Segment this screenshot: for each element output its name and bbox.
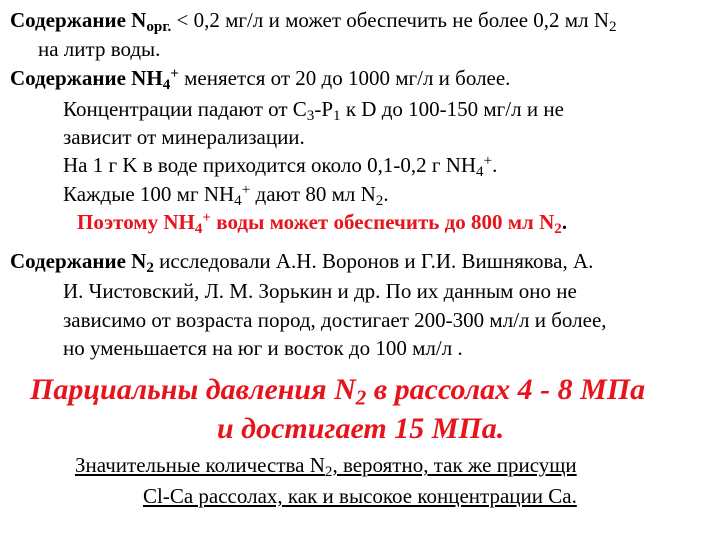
p3-line2: И. Чистовский, Л. М. Зорькин и др. По их данным оно не <box>63 279 577 303</box>
text-part: , вероятно, так же присущи <box>332 453 577 477</box>
text-part: к D до 100-150 мг/л и не <box>340 97 564 121</box>
subscript: орг. <box>146 19 172 36</box>
p3-line1-text: исследовали А.Н. Воронов и Г.И. Вишнякова, А. <box>153 249 594 273</box>
p1-line1 <box>10 8 617 36</box>
text-part: . <box>561 210 568 234</box>
p3-bold-lead: Содержание N <box>10 249 147 273</box>
p2-line4 <box>63 153 498 181</box>
text-part: На 1 г K в воде приходится около 0,1-0,2 г NH <box>63 153 477 177</box>
p2-bold-lead: Содержание NH <box>10 66 163 90</box>
p1-bold-lead: Содержание N <box>10 8 147 32</box>
subscript: 2 <box>375 193 384 210</box>
subscript: 1 <box>333 108 341 125</box>
superscript: + <box>170 66 179 83</box>
subscript: 2 <box>355 385 367 410</box>
text-part: -P <box>314 97 334 121</box>
text-part: . <box>383 182 389 206</box>
subscript: 2 <box>324 464 333 481</box>
p2-line5 <box>63 182 389 210</box>
p2-line3: зависит от минерализации. <box>63 125 305 149</box>
subscript: 4 <box>234 193 242 210</box>
subscript: 3 <box>306 108 315 125</box>
superscript: + <box>483 153 493 170</box>
subscript: 2 <box>554 221 562 238</box>
text-part: Поэтому NH <box>77 210 195 234</box>
p3-line4: но уменьшается на юг и восток до 100 мл/л . <box>63 336 463 360</box>
superscript: + <box>241 182 251 199</box>
subscript: 4 <box>162 77 171 94</box>
p3-line1 <box>10 249 594 277</box>
p2-line1-text: меняется от 20 до 1000 мг/л и более. <box>178 66 511 90</box>
headline-line2: и достигает 15 МПа. <box>217 412 505 445</box>
text-part: воды может обеспечить до 800 мл N <box>211 210 555 234</box>
p2-line1 <box>10 66 511 94</box>
footer-line2: Cl-Ca рассолах, как и высокое концентрации Ca. <box>143 484 577 508</box>
text-part: Парциальны давления N <box>30 373 356 406</box>
text-part: в рассолах 4 - 8 МПа <box>366 373 646 406</box>
superscript: + <box>202 210 212 227</box>
subscript: 2 <box>609 19 617 36</box>
p2-conclusion <box>77 210 568 238</box>
p2-line2 <box>63 97 564 125</box>
p1-line1-text: < 0,2 мг/л и может обеспечить не более 0,2 мл N <box>171 8 609 32</box>
text-part: Каждые 100 мг NH <box>63 182 235 206</box>
text-part: дают 80 мл N <box>250 182 376 206</box>
text-part: Концентрации падают от C <box>63 97 307 121</box>
text-part: . <box>492 153 498 177</box>
text-part: Значительные количества N <box>75 453 325 477</box>
p3-line3: зависимо от возраста пород, достигает 200-300 мл/л и более, <box>63 308 607 332</box>
subscript: 4 <box>476 164 484 181</box>
subscript: 4 <box>194 221 203 238</box>
headline-line1 <box>30 373 646 410</box>
footer-line1 <box>75 453 577 481</box>
p1-line2: на литр воды. <box>38 37 161 61</box>
subscript: 2 <box>146 260 154 277</box>
